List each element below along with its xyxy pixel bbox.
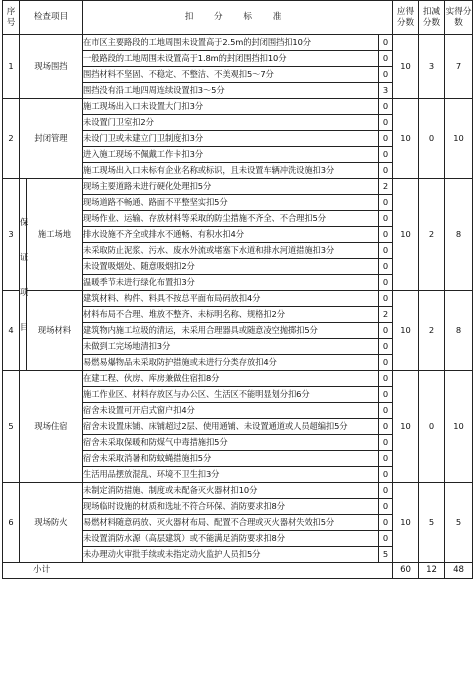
group-deduct-score: 5 xyxy=(419,483,445,563)
group-seq: 2 xyxy=(3,99,20,179)
row-deduct-value: 0 xyxy=(379,99,393,115)
row-deduct-value: 2 xyxy=(379,179,393,195)
table-row xyxy=(3,99,473,115)
group-actual-score: 7 xyxy=(445,35,473,99)
row-deduct-value: 0 xyxy=(379,419,393,435)
standard-text: 未做到工完场地清扣3分 xyxy=(83,339,379,355)
standard-text: 施工作业区、材料存放区与办公区、生活区不能明显划分扣6分 xyxy=(83,387,379,403)
standard-text: 一般路段的工地周围未设置高于1.8m的封闭围挡扣10分 xyxy=(83,51,379,67)
standard-text: 宿舍未采取消暑和防蚊蝇措施扣5分 xyxy=(83,451,379,467)
guarantee-char: 目 xyxy=(20,321,29,332)
guarantee-char: 项 xyxy=(20,286,29,297)
row-deduct-value: 5 xyxy=(379,547,393,563)
row-deduct-value: 0 xyxy=(379,163,393,179)
subtotal-actual: 48 xyxy=(445,563,473,579)
row-deduct-value: 0 xyxy=(379,483,393,499)
standard-text: 未设门卫或未建立门卫制度扣3分 xyxy=(83,131,379,147)
group-item-name: 现场住宿 xyxy=(20,371,83,483)
guarantee-char: 证 xyxy=(20,251,29,262)
group-should-score: 10 xyxy=(393,483,419,563)
standard-text: 未办理动火审批手续或未指定动火监护人员扣5分 xyxy=(83,547,379,563)
group-deduct-score: 3 xyxy=(419,35,445,99)
table-row xyxy=(3,291,473,307)
guarantee-char: 保 xyxy=(20,216,29,227)
row-deduct-value: 0 xyxy=(379,451,393,467)
row-deduct-value: 2 xyxy=(379,307,393,323)
group-should-score: 10 xyxy=(393,179,419,291)
standard-text: 材料布局不合理、堆放不整齐、未标明名称、规格扣2分 xyxy=(83,307,379,323)
row-deduct-value: 0 xyxy=(379,195,393,211)
subtotal-deduct: 12 xyxy=(419,563,445,579)
group-seq: 1 xyxy=(3,35,20,99)
standard-text: 建筑物内施工垃圾的清运，未采用合理器具或随意凌空抛掷扣5分 xyxy=(83,323,379,339)
group-actual-score: 10 xyxy=(445,99,473,179)
group-item-name: 封闭管理 xyxy=(20,99,83,179)
table-row xyxy=(3,35,473,51)
row-deduct-value: 0 xyxy=(379,323,393,339)
group-item-name: 施工场地 xyxy=(27,179,83,291)
group-actual-score: 8 xyxy=(445,291,473,371)
subtotal-should: 60 xyxy=(393,563,419,579)
group-should-score: 10 xyxy=(393,35,419,99)
standard-text: 在市区主要路段的工地周围未设置高于2.5m的封闭围挡扣10分 xyxy=(83,35,379,51)
standard-text: 宿舍未设置可开启式窗户扣4分 xyxy=(83,403,379,419)
group-actual-score: 8 xyxy=(445,179,473,291)
standard-text: 未采取防止泥浆、污水、废水外流或堵塞下水道和排水河道措施扣3分 xyxy=(83,243,379,259)
row-deduct-value: 0 xyxy=(379,467,393,483)
group-item-name: 现场材料 xyxy=(27,291,83,371)
group-seq: 6 xyxy=(3,483,20,563)
group-actual-score: 10 xyxy=(445,371,473,483)
row-deduct-value: 0 xyxy=(379,531,393,547)
row-deduct-value: 0 xyxy=(379,243,393,259)
standard-text: 围挡材料不坚固、不稳定、不整洁、不美观扣5～7分 xyxy=(83,67,379,83)
group-item-name: 现场防火 xyxy=(20,483,83,563)
row-deduct-value: 0 xyxy=(379,227,393,243)
group-deduct-score: 0 xyxy=(419,99,445,179)
subtotal-row xyxy=(3,563,473,579)
table-row xyxy=(3,483,473,499)
group-should-score: 10 xyxy=(393,99,419,179)
row-deduct-value: 0 xyxy=(379,131,393,147)
header-item: 检查项目 xyxy=(20,1,83,35)
row-deduct-value: 3 xyxy=(379,83,393,99)
row-deduct-value: 0 xyxy=(379,35,393,51)
group-seq: 3 xyxy=(3,179,20,291)
standard-text: 排水设施不齐全或排水不通畅、有积水扣4分 xyxy=(83,227,379,243)
row-deduct-value: 0 xyxy=(379,147,393,163)
standard-text: 未设置门卫室扣2分 xyxy=(83,115,379,131)
standard-text: 现场主要道路未进行硬化处理扣5分 xyxy=(83,179,379,195)
standard-text: 生活用品摆放混乱、环境不卫生扣3分 xyxy=(83,467,379,483)
row-deduct-value: 0 xyxy=(379,259,393,275)
row-deduct-value: 0 xyxy=(379,67,393,83)
group-deduct-score: 2 xyxy=(419,179,445,291)
row-deduct-value: 0 xyxy=(379,275,393,291)
row-deduct-value: 0 xyxy=(379,339,393,355)
standard-text: 未设置吸烟处、随意吸烟扣2分 xyxy=(83,259,379,275)
standard-text: 宿舍未设置床铺、床铺超过2层、使用通铺、未设置通道或人员超编扣5分 xyxy=(83,419,379,435)
standard-text: 温暖季节未进行绿化布置扣3分 xyxy=(83,275,379,291)
group-seq: 5 xyxy=(3,371,20,483)
group-deduct-score: 0 xyxy=(419,371,445,483)
subtotal-label: 小计 xyxy=(3,563,393,579)
row-deduct-value: 0 xyxy=(379,371,393,387)
group-actual-score: 5 xyxy=(445,483,473,563)
row-deduct-value: 0 xyxy=(379,499,393,515)
standard-text: 围挡没有沿工地四周连续设置扣3～5分 xyxy=(83,83,379,99)
row-deduct-value: 0 xyxy=(379,435,393,451)
standard-text: 易燃材料随意码放、灭火器材布局、配置不合理或灭火器材失效扣5分 xyxy=(83,515,379,531)
header-actual-score: 实得分数 xyxy=(445,1,473,35)
row-deduct-value: 0 xyxy=(379,515,393,531)
standard-text: 建筑材料、构件、料具不按总平面布局码放扣4分 xyxy=(83,291,379,307)
header-deduct-score: 扣减分数 xyxy=(419,1,445,35)
standard-text: 未设置消防水源（高层建筑）或不能满足消防要求扣8分 xyxy=(83,531,379,547)
standard-text: 现场作业、运输、存放材料等采取的防尘措施不齐全、不合理扣5分 xyxy=(83,211,379,227)
row-deduct-value: 0 xyxy=(379,211,393,227)
table-body xyxy=(3,35,473,579)
standard-text: 宿舍未采取保暖和防煤气中毒措施扣5分 xyxy=(83,435,379,451)
group-should-score: 10 xyxy=(393,371,419,483)
standard-text: 未制定消防措施、制度或未配备灭火器材扣10分 xyxy=(83,483,379,499)
guarantee-label xyxy=(20,179,27,371)
table-row xyxy=(3,179,473,195)
header-should-score: 应得分数 xyxy=(393,1,419,35)
table-header-row xyxy=(3,1,473,35)
standard-text: 施工现场出入口未标有企业名称或标识，且未设置车辆冲洗设施扣3分 xyxy=(83,163,379,179)
inspection-score-table xyxy=(2,0,473,579)
standard-text: 易燃易爆物品未采取防护措施或未进行分类存放扣4分 xyxy=(83,355,379,371)
row-deduct-value: 0 xyxy=(379,403,393,419)
table-row xyxy=(3,371,473,387)
header-seq: 序号 xyxy=(3,1,20,35)
group-deduct-score: 2 xyxy=(419,291,445,371)
row-deduct-value: 0 xyxy=(379,291,393,307)
group-item-name: 现场围挡 xyxy=(20,35,83,99)
standard-text: 进入施工现场不佩戴工作卡扣3分 xyxy=(83,147,379,163)
row-deduct-value: 0 xyxy=(379,387,393,403)
standard-text: 施工现场出入口未设置大门扣3分 xyxy=(83,99,379,115)
group-should-score: 10 xyxy=(393,291,419,371)
standard-text: 现场道路不畅通、路面不平整坚实扣5分 xyxy=(83,195,379,211)
row-deduct-value: 0 xyxy=(379,355,393,371)
header-standard: 扣 分 标 准 xyxy=(83,1,393,35)
standard-text: 现场临时设施的材质和选址不符合环保、消防要求扣8分 xyxy=(83,499,379,515)
group-seq: 4 xyxy=(3,291,20,371)
row-deduct-value: 0 xyxy=(379,51,393,67)
row-deduct-value: 0 xyxy=(379,115,393,131)
standard-text: 在建工程、伙房、库房兼做住宿扣8分 xyxy=(83,371,379,387)
